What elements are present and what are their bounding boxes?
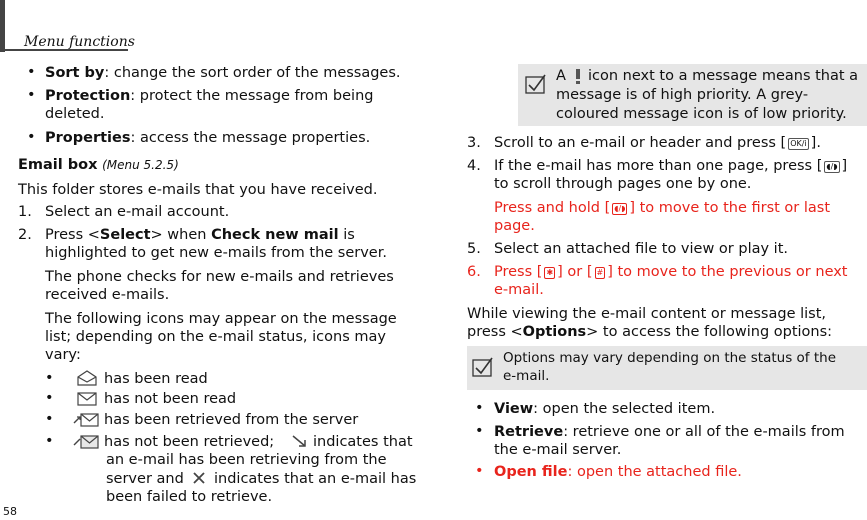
- option-protection: Protection: protect the message from being: [45, 88, 374, 104]
- option-properties: Properties: access the message properties.: [45, 130, 371, 146]
- icon-desc-cont3: been failed to retrieve.: [106, 489, 273, 505]
- header-bar: [0, 0, 5, 52]
- option-sort-by: Sort by: change the sort order of the messages.: [45, 65, 401, 81]
- options-intro-l1: While viewing the e-mail content or message list,: [467, 306, 827, 322]
- failed-retrieve-icon: [191, 470, 209, 486]
- step-2-cont: highlighted to get new e-mails from the server.: [45, 245, 387, 261]
- nav-key-icon: ◖/◗: [826, 162, 838, 171]
- hash-key-icon: #: [596, 268, 604, 277]
- step-5-num: 5.: [467, 241, 481, 257]
- step-5-text: Select an attached file to view or play it.: [494, 241, 788, 257]
- option-retrieve-cont: the e-mail server.: [494, 442, 622, 458]
- icon-desc-retrieved: has been retrieved from the server: [104, 412, 359, 428]
- option-retrieve: Retrieve: retrieve one or all of the e-mails from: [494, 424, 845, 440]
- star-key-icon: ✱: [546, 268, 554, 277]
- icon-desc-cont2b: indicates that an e-mail has: [214, 471, 417, 487]
- step-2-para1-l2: received e-mails.: [45, 287, 170, 303]
- step-2-num: 2.: [18, 227, 32, 243]
- bullet-dot: •: [45, 370, 54, 386]
- checkmark-note-icon: [471, 355, 495, 379]
- note2-line2: e-mail.: [503, 368, 550, 384]
- step-6-cont: e-mail.: [494, 282, 544, 298]
- icon-desc-read: has been read: [104, 371, 208, 387]
- option-view: View: open the selected item.: [494, 401, 716, 417]
- step-3-num: 3.: [467, 135, 481, 151]
- checkmark-note-icon: [524, 72, 548, 96]
- icon-desc-cont2a: server and: [106, 471, 184, 487]
- option-protection-cont: deleted.: [45, 106, 105, 122]
- step-1-text: Select an e-mail account.: [45, 204, 230, 220]
- options-intro-l2: press <Options> to access the following options:: [467, 324, 833, 340]
- page-header-title: Menu functions: [24, 34, 135, 50]
- bullet-dot: •: [27, 129, 36, 145]
- step-2-para2-l3: vary:: [45, 347, 81, 363]
- section-heading: Email box (Menu 5.2.5): [18, 157, 179, 173]
- step-4-red1: Press and hold [ ◖/◗ ] to move to the first or last: [494, 200, 831, 216]
- step-3-text: Scroll to an e-mail or header and press [ OK/i ].: [494, 135, 821, 151]
- nav-key-icon: ◖/◗: [614, 204, 626, 213]
- page-number: 58: [3, 505, 17, 518]
- step-4-num: 4.: [467, 158, 481, 174]
- bullet-dot: •: [27, 64, 36, 80]
- bullet-dot: •: [475, 423, 484, 439]
- step-4-cont: to scroll through pages one by one.: [494, 176, 752, 192]
- step-2-para2-l1: The following icons may appear on the message: [45, 311, 397, 327]
- step-6-text: Press [ ✱ ] or [ # ] to move to the previous or next: [494, 264, 848, 280]
- section-intro: This folder stores e-mails that you have received.: [18, 182, 378, 198]
- icon-desc-retrieving: indicates that: [313, 434, 413, 450]
- ok-key-icon: OK/i: [790, 139, 807, 148]
- note1-line2: message is of high priority. A grey-: [556, 87, 809, 103]
- bullet-dot: •: [475, 463, 484, 479]
- retrieving-arrow-icon: [289, 433, 311, 449]
- bullet-dot: •: [45, 433, 54, 449]
- envelope-open-icon: [76, 369, 98, 387]
- step-1-num: 1.: [18, 204, 32, 220]
- step-2-para2-l2: list; depending on the e-mail status, icons may: [45, 329, 386, 345]
- envelope-not-retrieved-icon: [72, 431, 100, 451]
- bullet-dot: •: [27, 87, 36, 103]
- option-open-file: Open file: open the attached file.: [494, 464, 742, 480]
- icon-desc-cont1: an e-mail has been retrieving from the: [106, 452, 387, 468]
- bullet-dot: •: [45, 390, 54, 406]
- step-2-text: Press <Select> when Check new mail is: [45, 227, 355, 243]
- priority-exclamation-icon: [572, 67, 584, 85]
- bullet-dot: •: [45, 411, 54, 427]
- note1-line1: A: [556, 68, 566, 84]
- step-4-red2: page.: [494, 218, 535, 234]
- icon-desc-unread: has not been read: [104, 391, 237, 407]
- step-2-para1-l1: The phone checks for new e-mails and retrieves: [45, 269, 394, 285]
- note2-line1: Options may vary depending on the status of the: [503, 350, 837, 366]
- note1-line3: coloured message icon is of low priority.: [556, 106, 847, 122]
- envelope-retrieved-icon: [72, 409, 100, 429]
- step-6-num: 6.: [467, 264, 481, 280]
- step-4-text: If the e-mail has more than one page, press [ ◖/◗ ]: [494, 158, 848, 174]
- note1-line1b: icon next to a message means that a: [588, 68, 859, 84]
- bullet-dot: •: [475, 400, 484, 416]
- icon-desc-not-retrieved: has not been retrieved;: [104, 434, 275, 450]
- envelope-closed-icon: [76, 390, 98, 406]
